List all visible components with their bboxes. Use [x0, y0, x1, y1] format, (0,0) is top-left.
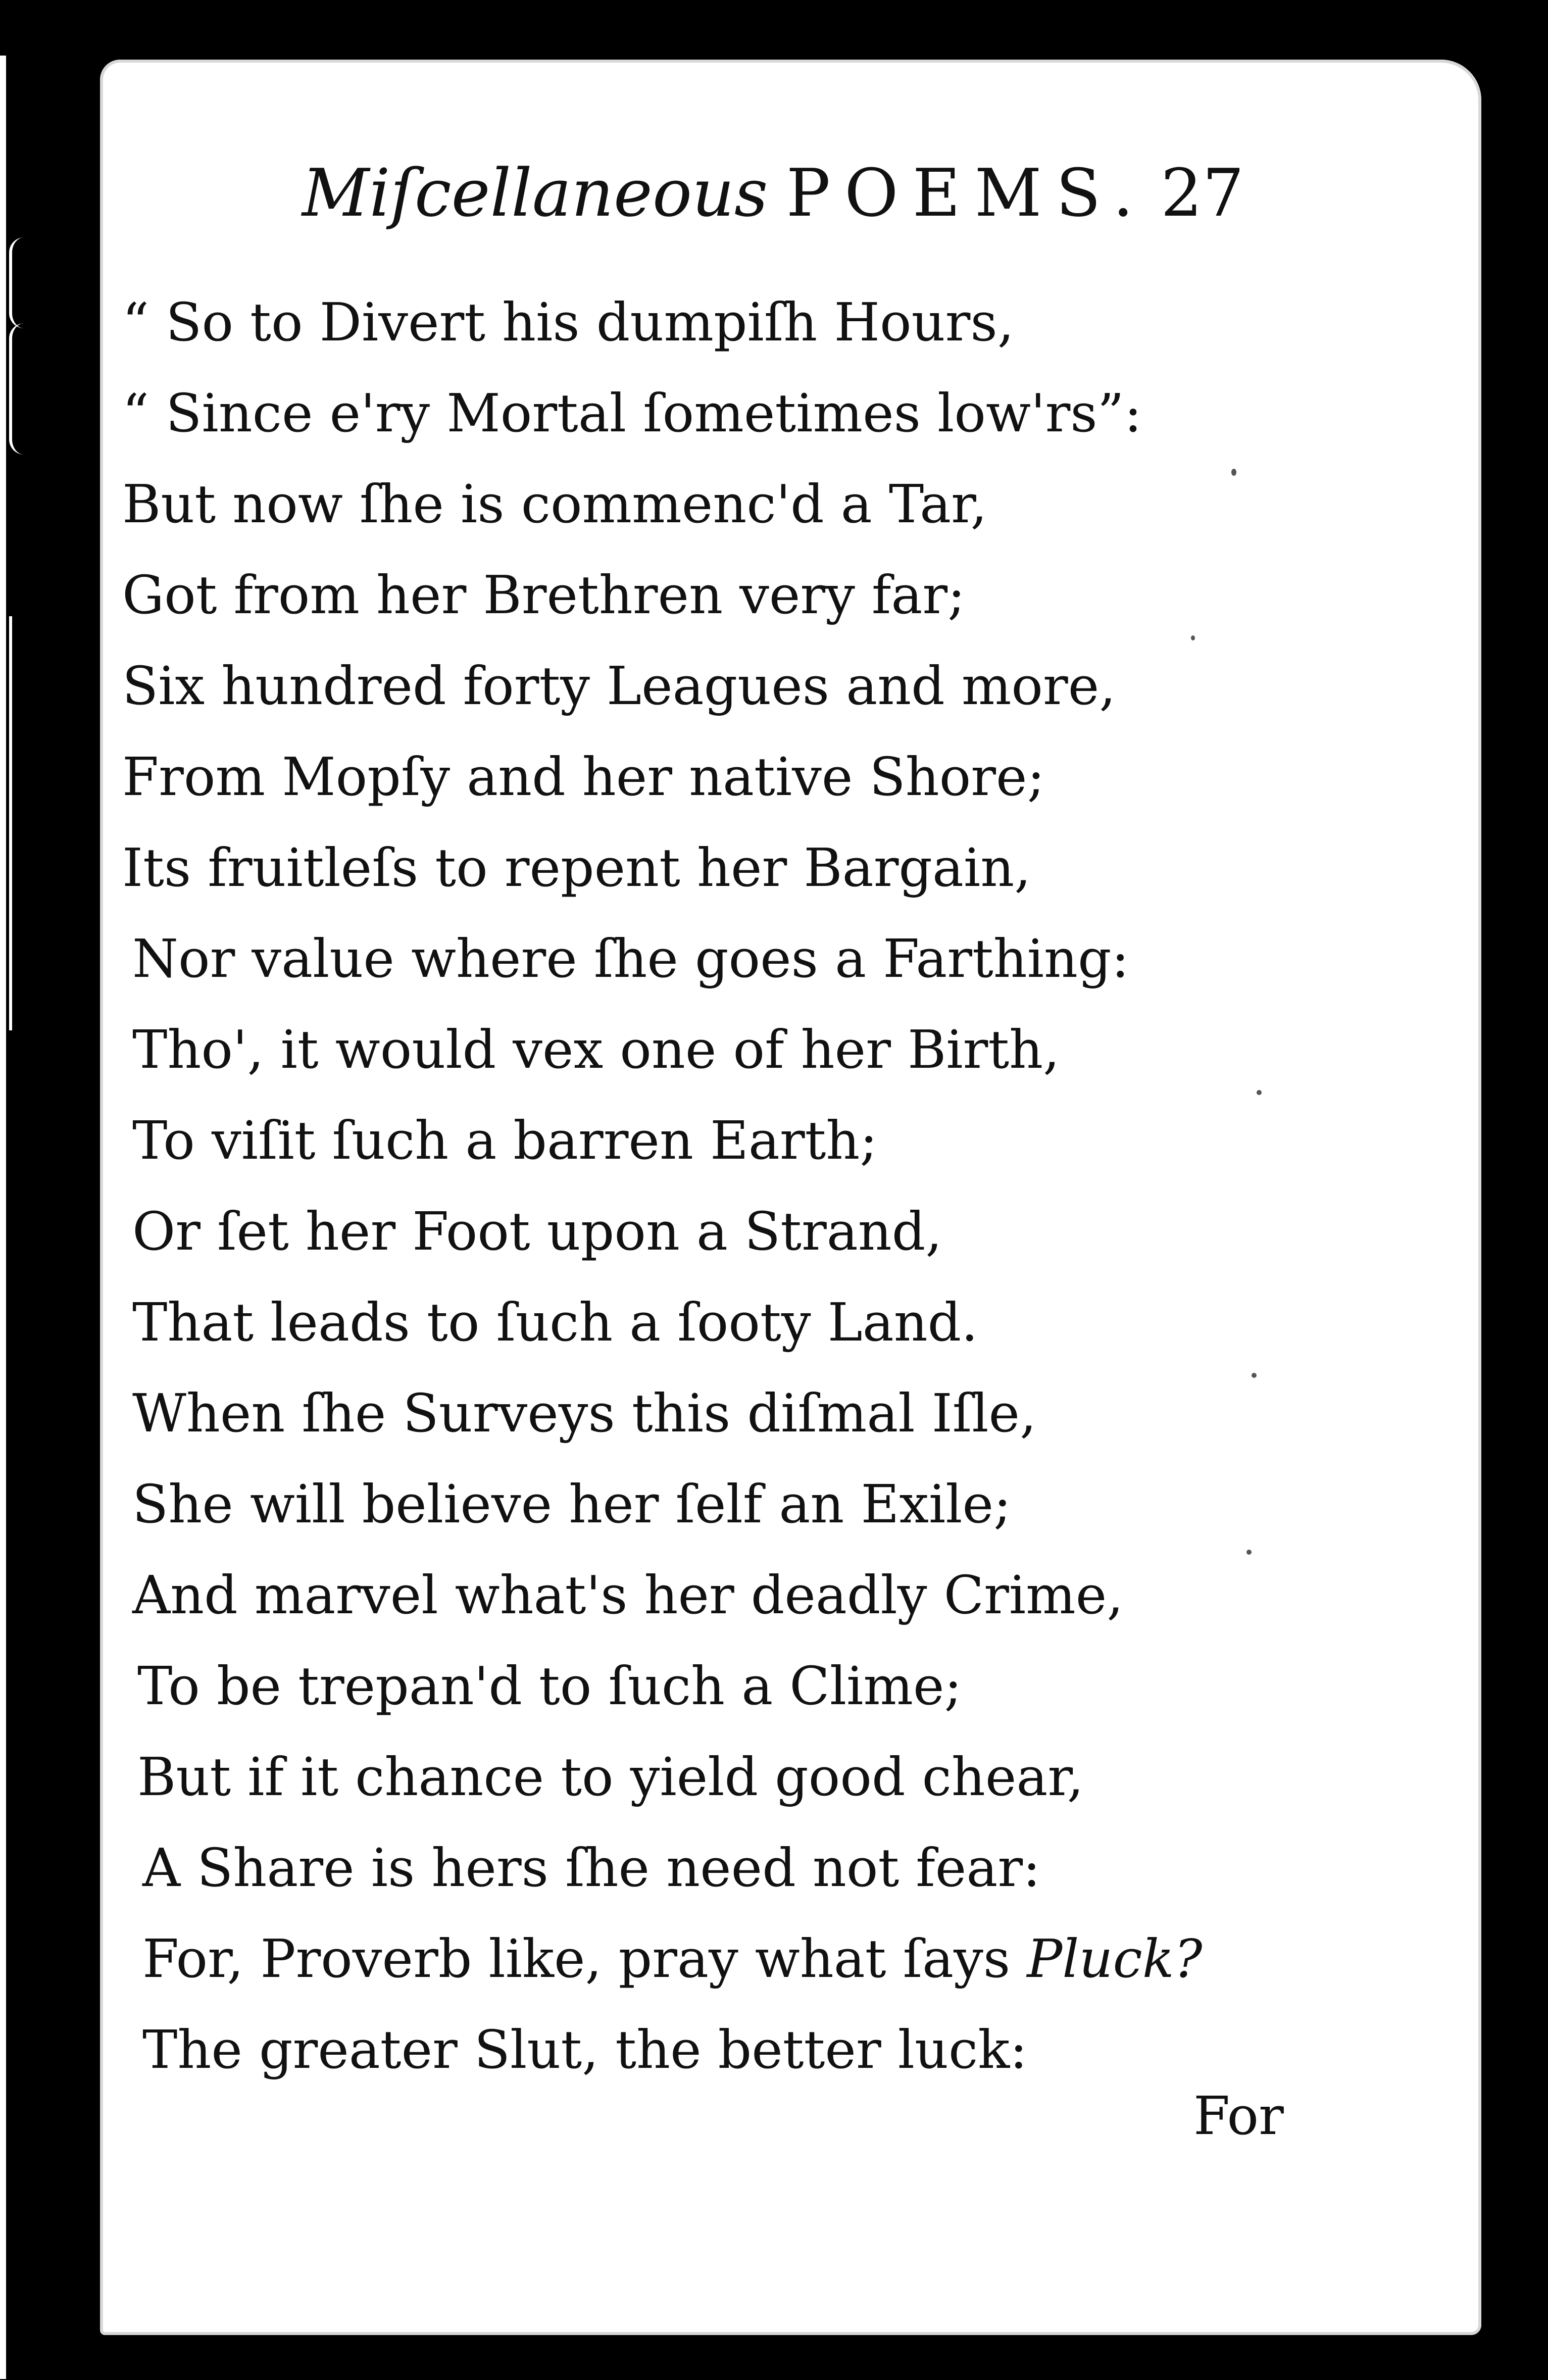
running-title-caps: POEMS. [786, 155, 1148, 231]
verse-line: That leads to ſuch a ſooty Land. [132, 1292, 978, 1353]
verse-line: Got from her Brethren very far; [122, 564, 966, 626]
page-number: 27 [1161, 155, 1244, 231]
scan-speck [1252, 1373, 1257, 1378]
verse-line: Or ſet her Foot upon a Strand, [132, 1201, 942, 1262]
verse-line: To be trepan'd to ſuch a Clime; [137, 1655, 962, 1717]
page-spine-margin [0, 0, 98, 2380]
adjacent-page-edge [0, 56, 6, 2379]
page-header [100, 119, 1481, 251]
verse-line-text: For, Proverb like, pray what ſays [142, 1928, 1027, 1990]
verse-line: From Mopſy and her native Shore; [122, 746, 1045, 808]
scan-speck [1191, 635, 1195, 640]
verse-line: When ſhe Surveys this diſmal Iſle, [132, 1382, 1037, 1444]
verse-line: Nor value where ſhe goes a Farthing: [132, 928, 1129, 989]
scan-speck [1257, 1090, 1262, 1095]
verse-line: And marvel what's her deadly Crime, [132, 1564, 1124, 1626]
scan-speck [1231, 469, 1236, 476]
verse-line [142, 1913, 1203, 2004]
running-title-italic: Miſcellaneous [302, 155, 768, 231]
verse-line: The greater Slut, the better luck: [142, 2019, 1028, 2080]
verse-line: A Share is hers ſhe need not fear: [142, 1837, 1041, 1899]
running-title [302, 155, 1147, 231]
verse-line: To viſit ſuch a barren Earth; [132, 1110, 878, 1171]
verse-line: But if it chance to yield good chear, [137, 1746, 1084, 1808]
verse-line: Its fruitleſs to repent her Bargain, [122, 837, 1031, 899]
verse-line: “ Since e'ry Mortal ſometimes low'rs”: [122, 382, 1142, 444]
verse-line-italic-name: Pluck? [1027, 1928, 1203, 1990]
verse-line: Tho', it would vex one of her Birth, [132, 1019, 1060, 1080]
book-page [100, 60, 1481, 2335]
bleed-through-bracket [9, 616, 42, 1030]
scan-speck [1246, 1550, 1252, 1555]
verse-line: “ So to Divert his dumpiſh Hours, [122, 291, 1014, 353]
verse-line: But now ſhe is commenc'd a Tar, [122, 473, 987, 535]
verse-line: She will believe her ſelf an Exile; [132, 1473, 1012, 1535]
bleed-through-brace [9, 237, 42, 328]
verse-line: Six hundred forty Leagues and more, [122, 655, 1116, 717]
catchword: For [1193, 2085, 1284, 2147]
bleed-through-brace [9, 323, 42, 455]
